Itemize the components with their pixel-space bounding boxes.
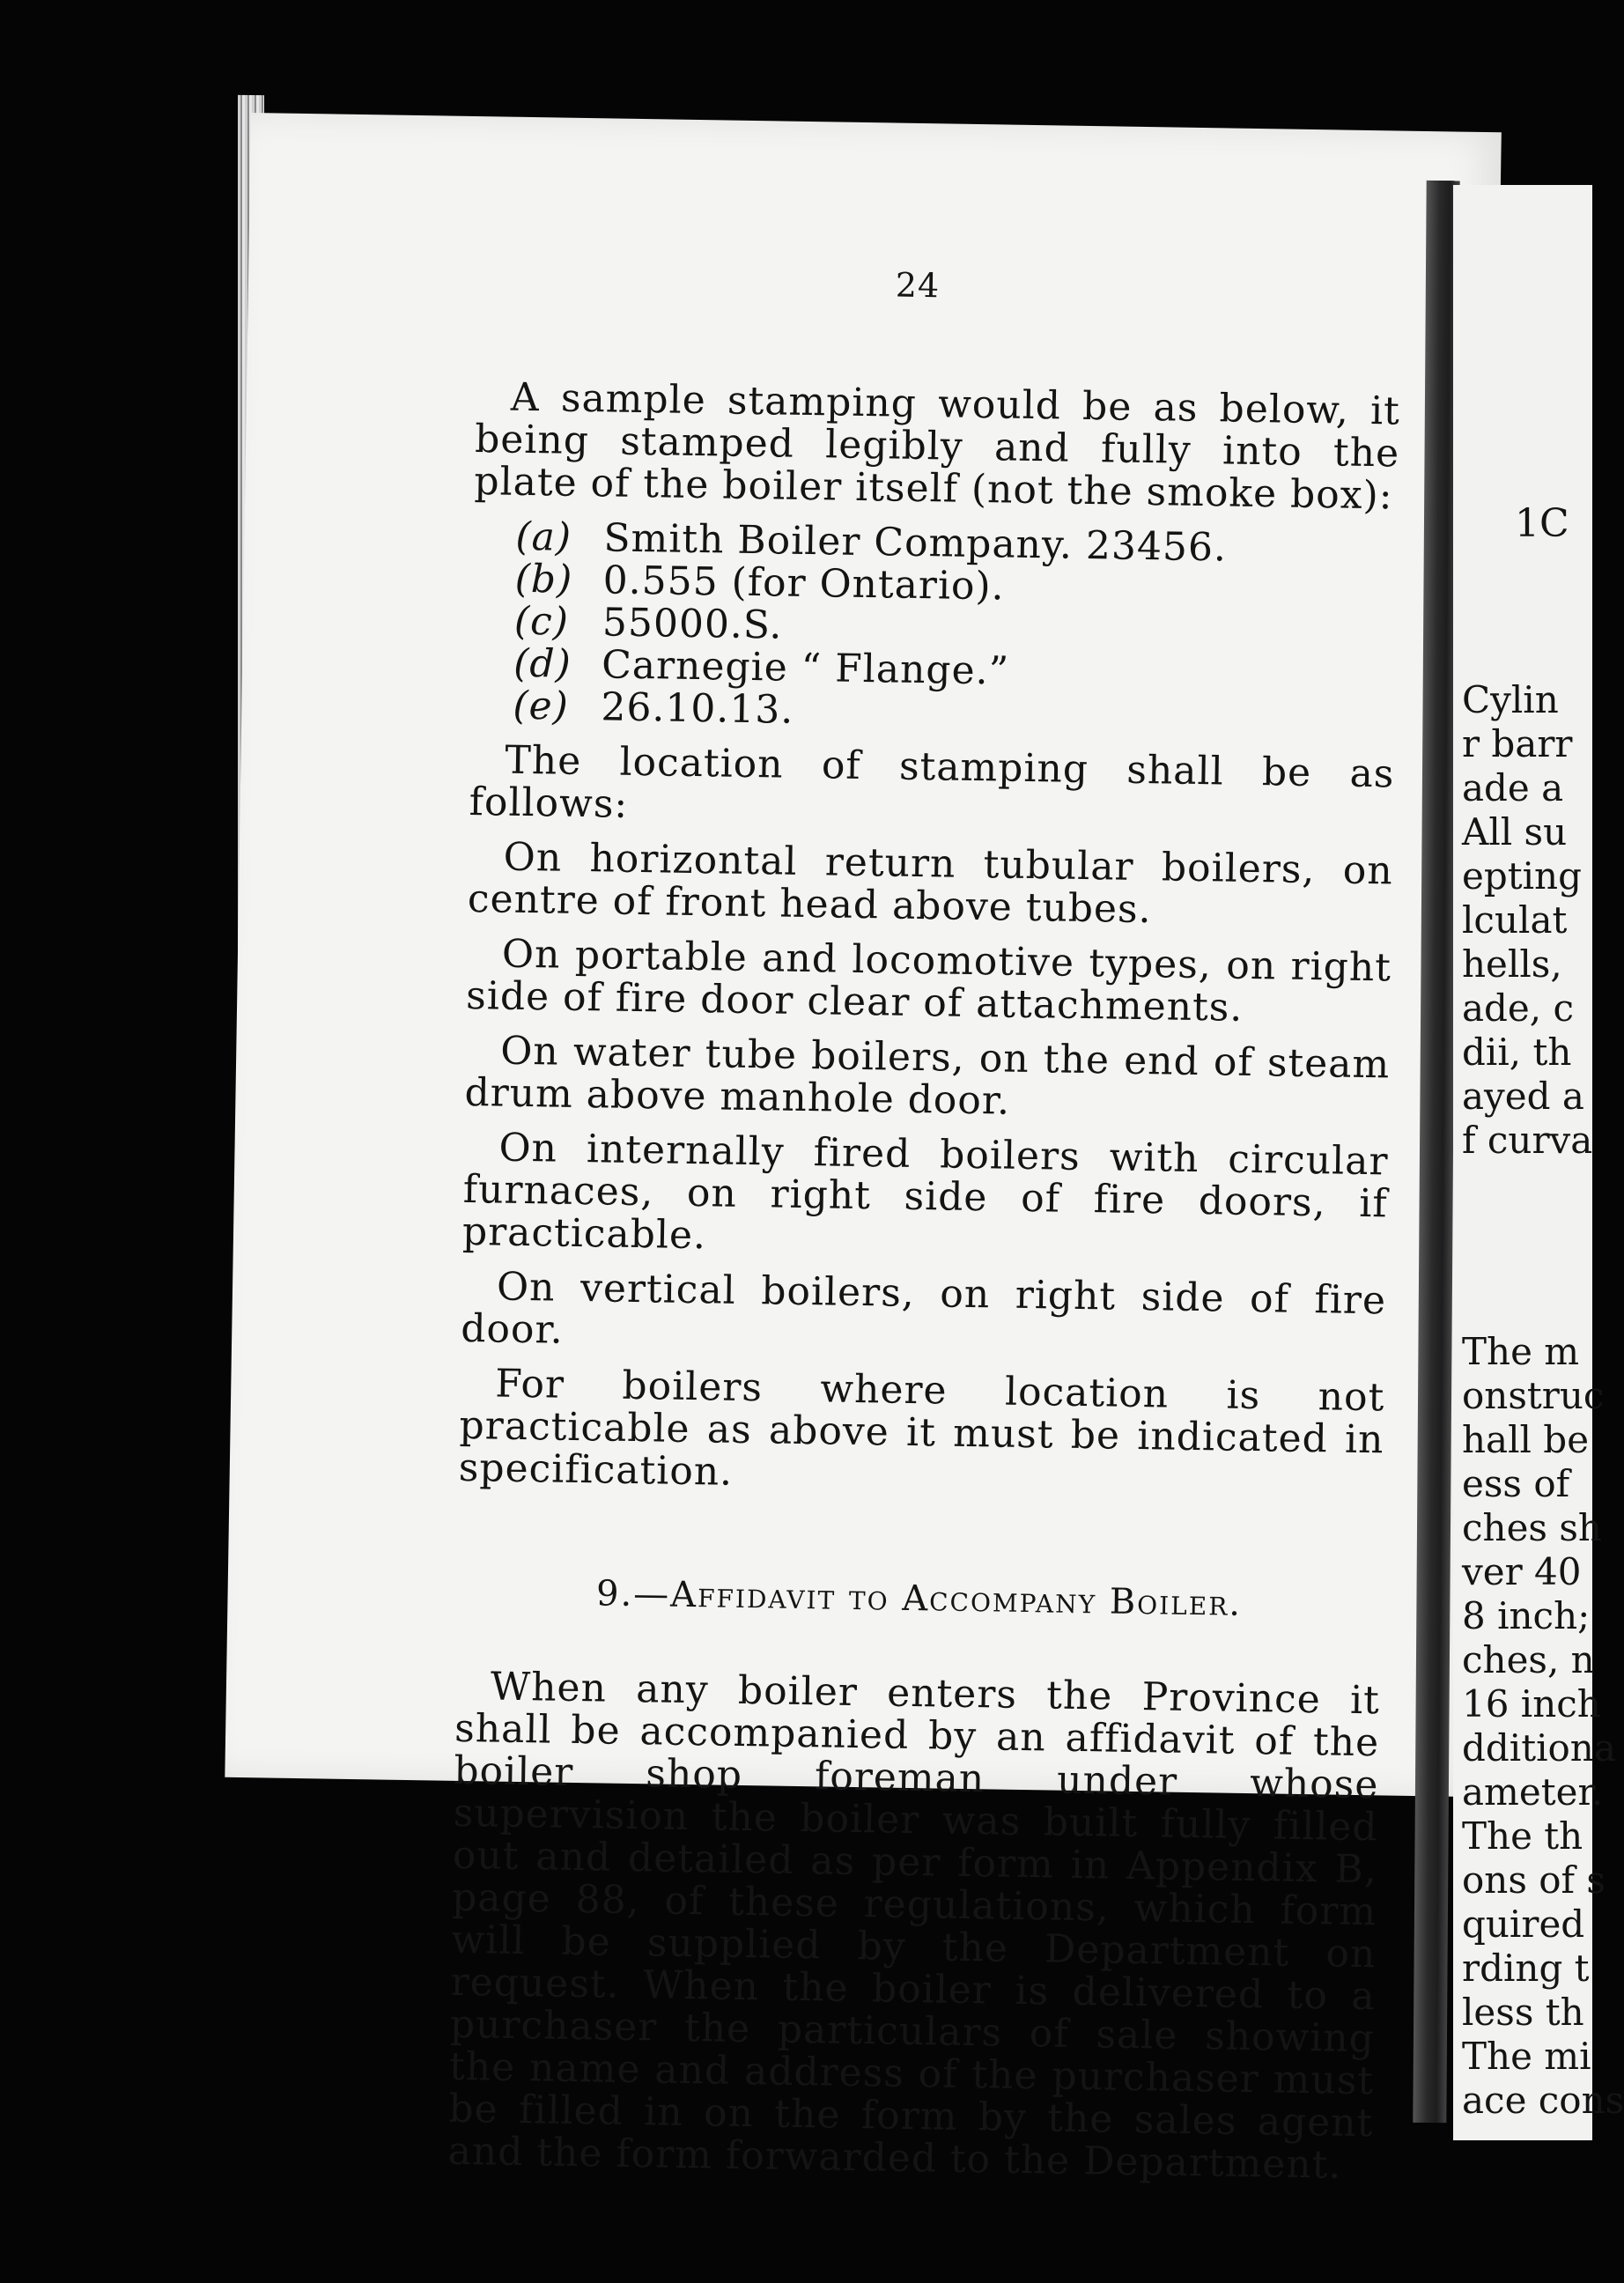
location-intro: The location of stamping shall be as follows: — [469, 737, 1395, 827]
text-line: 8 inch; — [1462, 1594, 1591, 1637]
text-line: The m — [1462, 1330, 1580, 1373]
text-line: onstruc — [1462, 1374, 1605, 1417]
left-page — [225, 113, 1502, 2188]
location-paragraph: On horizontal return tubular boilers, on centre of front head above tubes. — [467, 834, 1394, 933]
text-line: hall be — [1462, 1418, 1590, 1461]
item-text: 0.555 (for Ontario). — [602, 558, 1006, 610]
sample-stamping-list — [513, 513, 1399, 742]
item-label: (d) — [513, 640, 572, 687]
right-page-number-fragment: 1C — [1515, 501, 1569, 546]
location-paragraph: On portable and locomotive types, on right side of fire door clear of attachments. — [465, 931, 1392, 1031]
text-line: lculat — [1462, 898, 1568, 942]
text-line: quired — [1462, 1903, 1585, 1946]
location-paragraph: On water tube boilers, on the end of steam drum above manhole door. — [464, 1028, 1391, 1124]
text-line: ade, c — [1462, 986, 1575, 1030]
intro-paragraph: A sample stamping would be as below, it being stamped legibly and fully into the plate of the boiler itself (not the smoke box): — [474, 374, 1401, 519]
text-line: ayed a — [1462, 1075, 1584, 1118]
text-line: ade a — [1462, 766, 1564, 809]
item-text: Carnegie “ Flange.” — [601, 642, 1010, 694]
text-line: r barr — [1462, 722, 1573, 765]
text-line: rding t — [1462, 1947, 1590, 1990]
text-line: less th — [1462, 1991, 1584, 2034]
text-line: ameter. — [1462, 1770, 1604, 1814]
text-line: ver 40 — [1462, 1550, 1582, 1593]
text-line: ons of s — [1462, 1858, 1606, 1902]
location-paragraph: For boilers where location is not practicable as above it must be indicated in specification. — [458, 1361, 1385, 1495]
text-line: ess of — [1462, 1462, 1570, 1505]
text-line: ches sh — [1462, 1506, 1602, 1549]
page-number: 24 — [895, 265, 941, 306]
text-line: All su — [1462, 810, 1568, 853]
text-line: epting — [1462, 854, 1582, 898]
text-line: 16 inch — [1462, 1682, 1601, 1725]
text-line: dii, th — [1462, 1031, 1572, 1074]
item-label: (a) — [515, 513, 572, 560]
text-line: The mi — [1462, 2035, 1591, 2078]
right-page-fragment — [1453, 185, 1624, 2140]
left-page-text — [447, 257, 1402, 2199]
right-page-text — [1462, 501, 1624, 2123]
text-line: ace cons — [1462, 2079, 1624, 2122]
text-line: ches, n — [1462, 1638, 1595, 1681]
item-text: 55000.S. — [602, 600, 783, 648]
section-heading: 9.—Affidavit to Accompany Boiler. — [595, 1573, 1243, 1624]
item-text: Smith Boiler Company. 23456. — [603, 515, 1228, 571]
location-paragraph: On vertical boilers, on right side of fire door. — [460, 1264, 1387, 1353]
text-line: Cylin — [1462, 678, 1559, 721]
item-label: (c) — [513, 598, 570, 645]
affidavit-paragraph: When any boiler enters the Province it shall be accompanied by an affidavit of the boiler shop foreman under whose supervision the boiler was built fully filled out and detailed as per form in Appendix B, page 88, of these regulations, which form will be supplied by the Department on request. When the boiler is delivered to a purchaser the particulars of sale showing the name and address of the purchaser must be filled in on the form by the sales agent and the form forwarded to the Department. — [447, 1664, 1381, 2188]
item-text: 26.10.13. — [601, 684, 794, 733]
text-line: dditiona — [1462, 1726, 1616, 1770]
text-line: hells, — [1462, 942, 1562, 986]
item-label: (b) — [514, 556, 573, 602]
text-line: f curva — [1462, 1119, 1593, 1162]
item-label: (e) — [513, 683, 570, 729]
location-paragraph: On internally fired boilers with circular furnaces, on right side of fire doors, if practicable. — [461, 1125, 1389, 1259]
text-line: The th — [1462, 1814, 1583, 1858]
